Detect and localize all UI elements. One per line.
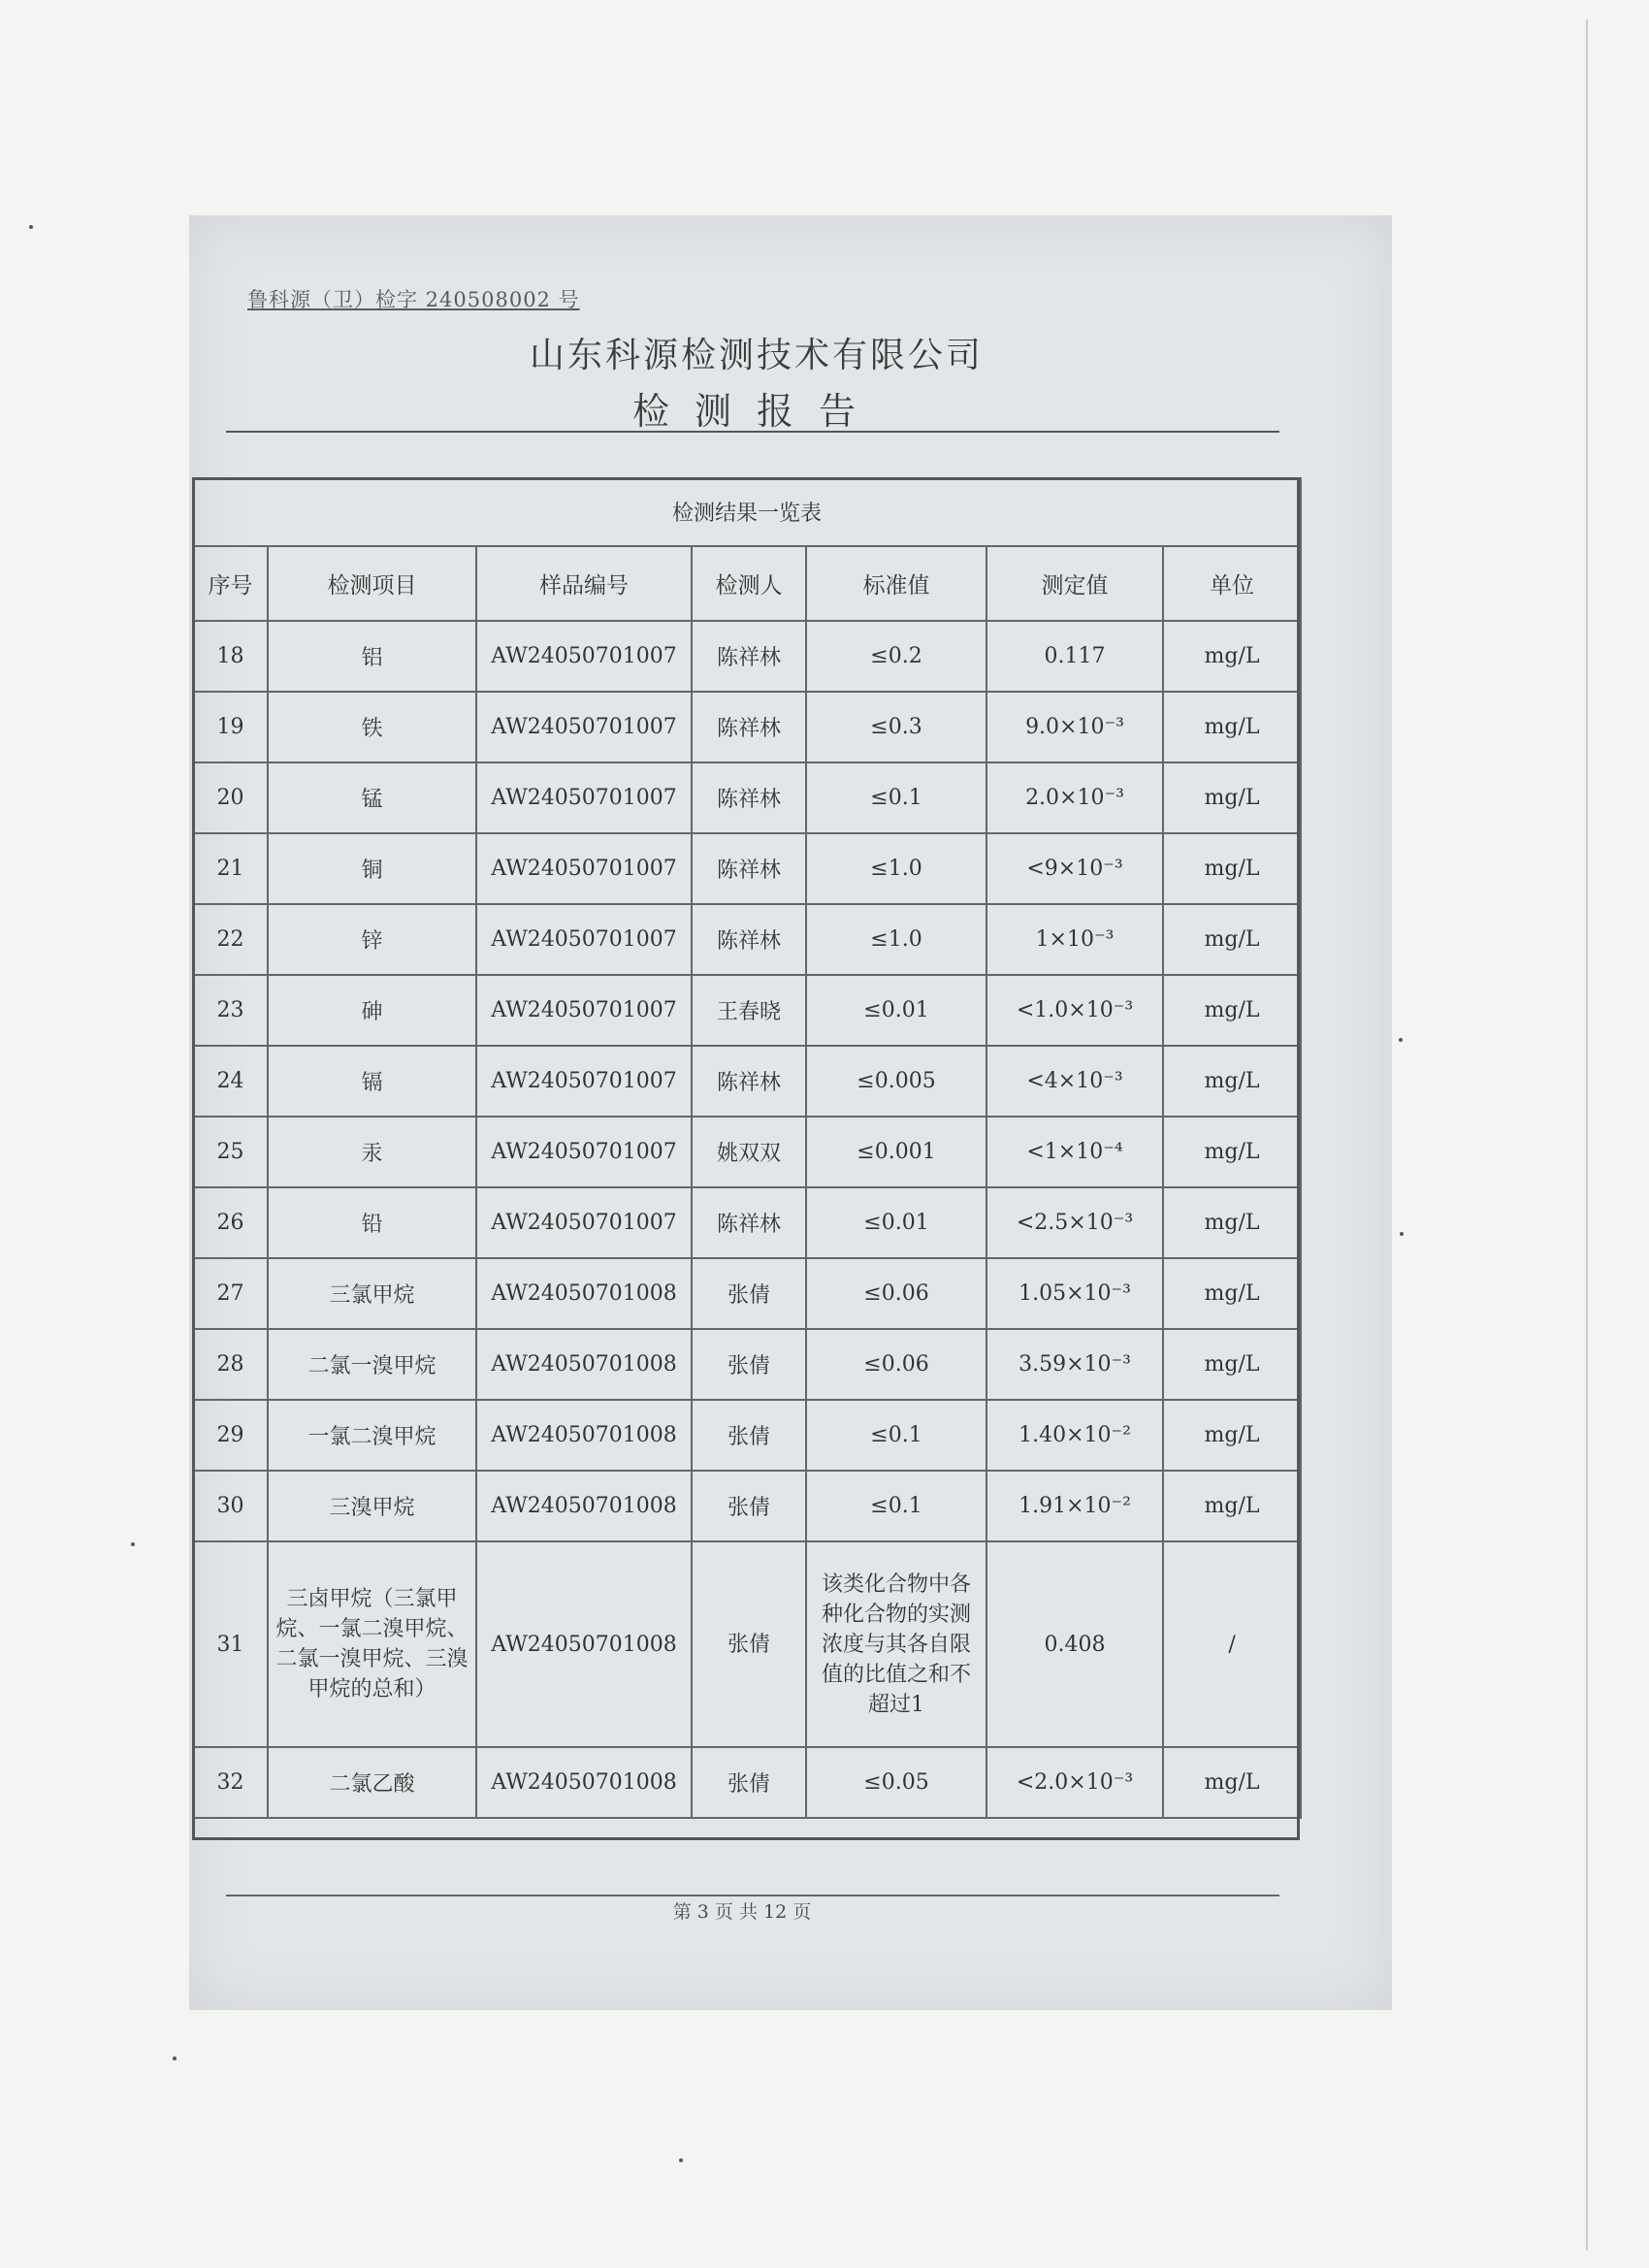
sample-id-text: AW24050701007	[491, 998, 677, 1022]
tester-name-text: 张倩	[727, 1354, 770, 1378]
column-header: 测定值	[986, 546, 1163, 621]
test-item-text: 铅	[361, 1213, 383, 1237]
test-item-text: 二氯乙酸	[329, 1772, 415, 1797]
test-item-text: 三溴甲烷	[329, 1496, 415, 1520]
unit-text: mg/L	[1204, 927, 1260, 952]
column-header: 检测人	[692, 546, 806, 621]
row-number-text: 31	[216, 1632, 244, 1657]
standard-value-text: ≤0.01	[863, 1211, 929, 1235]
tester-name-text: 张倩	[727, 1632, 770, 1657]
measured-value-text: 1×10⁻³	[1035, 927, 1115, 952]
measured-value-text: <2.5×10⁻³	[1016, 1211, 1134, 1235]
row-number-text: 27	[216, 1281, 244, 1306]
test-item-text: 汞	[361, 1142, 383, 1166]
measured-value-text: <1.0×10⁻³	[1016, 998, 1134, 1022]
tester-name-text: 陈祥林	[716, 646, 781, 670]
unit-text: mg/L	[1204, 715, 1260, 739]
unit-text: mg/L	[1204, 998, 1260, 1022]
standard-value-text: ≤0.1	[870, 1494, 922, 1518]
test-item-text: 一氯二溴甲烷	[307, 1425, 436, 1449]
row-number-text: 19	[216, 715, 244, 739]
sample-id-text: AW24050701008	[491, 1352, 677, 1377]
row-number-text: 22	[216, 927, 244, 952]
report-title: 检测报告	[631, 390, 881, 433]
tester-name-text: 陈祥林	[716, 1213, 781, 1237]
sample-id-text: AW24050701007	[491, 1069, 677, 1093]
scan-edge-line	[1586, 19, 1588, 2251]
header-divider	[226, 431, 1279, 433]
unit-text: mg/L	[1204, 857, 1260, 881]
tester-name-text: 陈祥林	[716, 1071, 781, 1095]
column-header: 检测项目	[268, 546, 476, 621]
tester-name-text: 张倩	[727, 1772, 770, 1797]
standard-value-text: ≤0.3	[870, 715, 922, 739]
scan-speck	[173, 2057, 177, 2060]
row-number-text: 28	[216, 1352, 244, 1377]
scan-speck	[679, 2158, 683, 2162]
column-header: 单位	[1163, 546, 1301, 621]
unit-text: mg/L	[1204, 1211, 1260, 1235]
row-number-text: 24	[216, 1069, 244, 1093]
measured-value-text: <9×10⁻³	[1026, 857, 1123, 881]
standard-value-text: ≤1.0	[870, 857, 922, 881]
unit-text: mg/L	[1204, 1423, 1260, 1447]
sample-id-text: AW24050701007	[491, 644, 677, 668]
tester-name-text: 张倩	[727, 1283, 770, 1308]
row-number-text: 25	[216, 1140, 244, 1164]
measured-value-text: 1.40×10⁻²	[1018, 1423, 1131, 1447]
test-item-text: 三卤甲烷（三氯甲烷、一氯二溴甲烷、二氯一溴甲烷、三溴甲烷的总和）	[275, 1587, 469, 1701]
sample-id-text: AW24050701007	[491, 786, 677, 810]
test-item-text: 锰	[361, 788, 383, 812]
sample-id-text: AW24050701007	[491, 1140, 677, 1164]
measured-value-text: 2.0×10⁻³	[1025, 786, 1124, 810]
standard-value-text: 该类化合物中各种化合物的实测浓度与其各自限值的比值之和不超过1	[821, 1571, 971, 1717]
row-number-text: 29	[216, 1423, 244, 1447]
tester-name-text: 张倩	[727, 1425, 770, 1449]
measured-value-text: 3.59×10⁻³	[1018, 1352, 1131, 1377]
standard-value-text: ≤0.1	[870, 786, 922, 810]
test-item-text: 砷	[361, 1000, 383, 1024]
company-name: 山东科源检测技术有限公司	[529, 336, 984, 375]
tester-name-text: 陈祥林	[716, 929, 781, 954]
standard-value-text: ≤0.2	[870, 644, 922, 668]
unit-text: mg/L	[1204, 1140, 1260, 1164]
document-number: 鲁科源（卫）检字 240508002 号	[247, 288, 580, 311]
tester-name-text: 陈祥林	[716, 788, 781, 812]
test-item-text: 铜	[361, 859, 383, 883]
tester-name-text: 陈祥林	[716, 859, 781, 883]
standard-value-text: ≤1.0	[870, 927, 922, 952]
tester-name-text: 张倩	[727, 1496, 770, 1520]
row-number-text: 30	[216, 1494, 244, 1518]
measured-value-text: 1.91×10⁻²	[1018, 1494, 1131, 1518]
standard-value-text: ≤0.06	[863, 1352, 929, 1377]
unit-text: mg/L	[1204, 1069, 1260, 1093]
sample-id-text: AW24050701007	[491, 857, 677, 881]
unit-text: mg/L	[1204, 644, 1260, 668]
footer-divider	[226, 1895, 1279, 1896]
test-item-text: 镉	[361, 1071, 383, 1095]
standard-value-text: ≤0.005	[857, 1069, 936, 1093]
tester-name-text: 王春晓	[716, 1000, 781, 1024]
page-number: 第 3 页 共 12 页	[672, 1901, 812, 1923]
row-number-text: 18	[216, 644, 244, 668]
sample-id-text: AW24050701008	[491, 1770, 677, 1795]
test-item-text: 铝	[361, 646, 383, 670]
unit-text: /	[1228, 1632, 1236, 1657]
row-number-text: 23	[216, 998, 244, 1022]
measured-value-text: <4×10⁻³	[1026, 1069, 1123, 1093]
row-number-text: 32	[216, 1770, 244, 1795]
table-caption: 检测结果一览表	[193, 477, 1301, 546]
test-item-text: 锌	[361, 929, 383, 954]
measured-value-text: <1×10⁻⁴	[1026, 1140, 1123, 1164]
sample-id-text: AW24050701008	[491, 1281, 677, 1306]
standard-value-text: ≤0.01	[863, 998, 929, 1022]
column-header: 标准值	[806, 546, 986, 621]
sample-id-text: AW24050701007	[491, 715, 677, 739]
row-number-text: 26	[216, 1211, 244, 1235]
sample-id-text: AW24050701007	[491, 927, 677, 952]
measured-value-text: 9.0×10⁻³	[1025, 715, 1124, 739]
test-item-text: 铁	[361, 717, 383, 741]
unit-text: mg/L	[1204, 786, 1260, 810]
scan-speck	[1400, 1232, 1404, 1236]
scan-speck	[131, 1542, 135, 1546]
row-number-text: 20	[216, 786, 244, 810]
sample-id-text: AW24050701008	[491, 1632, 677, 1657]
measured-value-text: <2.0×10⁻³	[1016, 1770, 1134, 1795]
unit-text: mg/L	[1204, 1281, 1260, 1306]
standard-value-text: ≤0.1	[870, 1423, 922, 1447]
standard-value-text: ≤0.001	[857, 1140, 936, 1164]
tester-name-text: 陈祥林	[716, 717, 781, 741]
unit-text: mg/L	[1204, 1770, 1260, 1795]
unit-text: mg/L	[1204, 1494, 1260, 1518]
measured-value-text: 1.05×10⁻³	[1018, 1281, 1131, 1306]
unit-text: mg/L	[1204, 1352, 1260, 1377]
table-frame	[192, 477, 1300, 1840]
standard-value-text: ≤0.06	[863, 1281, 929, 1306]
sample-id-text: AW24050701008	[491, 1423, 677, 1447]
tester-name-text: 姚双双	[716, 1142, 781, 1166]
measured-value-text: 0.117	[1044, 644, 1106, 668]
scan-speck	[29, 225, 33, 229]
scan-speck	[1399, 1038, 1403, 1042]
sample-id-text: AW24050701008	[491, 1494, 677, 1518]
test-item-text: 三氯甲烷	[329, 1283, 415, 1308]
column-header: 样品编号	[476, 546, 692, 621]
standard-value-text: ≤0.05	[863, 1770, 929, 1795]
row-number-text: 21	[216, 857, 244, 881]
column-header: 序号	[193, 546, 268, 621]
test-item-text: 二氯一溴甲烷	[307, 1354, 436, 1378]
sample-id-text: AW24050701007	[491, 1211, 677, 1235]
measured-value-text: 0.408	[1044, 1632, 1106, 1657]
